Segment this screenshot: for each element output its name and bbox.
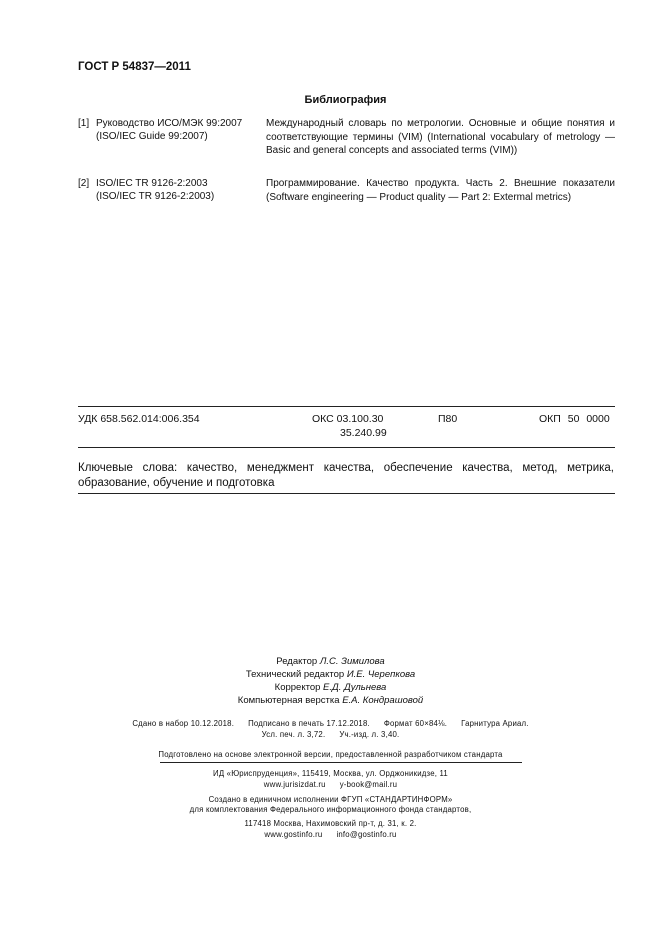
rule-middle <box>78 447 615 448</box>
imprint-sheets-line: Усл. печ. л. 3,72. Уч.-изд. л. 3,40. <box>261 730 400 739</box>
standard-id: ГОСТ Р 54837—2011 <box>78 61 191 73</box>
p-code: П80 <box>438 413 458 425</box>
bib-entry-2-number: [2] <box>78 178 90 189</box>
imprint-prepared: Подготовлено на основе электронной версии, предоставленной разработчиком стандарта <box>158 750 503 759</box>
imprint-created-1: Создано в единичном исполнении ФГУП «СТАНДАРТИНФОРМ» <box>208 795 453 804</box>
keywords: Ключевые слова: качество, менеджмент качества, обеспечение качества, метод, метрика, образование, обучение и подготовка <box>78 462 614 489</box>
imprint-publisher: ИД «Юриспруденция», 115419, Москва, ул. Орджоникидзе, 11 <box>213 769 448 778</box>
imprint-print-line: Сдано в набор 10.12.2018. Подписано в печать 17.12.2018. Формат 60×84⅛. Гарнитура Ариал. <box>132 719 529 728</box>
bib-entry-2-source-line1: ISO/IEC TR 9126-2:2003 <box>96 178 208 189</box>
imprint-publisher-contacts: www.jurisizdat.ru y-book@mail.ru <box>263 780 398 789</box>
rule-bottom <box>78 493 615 494</box>
oks-code-1: ОКС 03.100.30 <box>312 413 384 425</box>
okp-code: ОКП 50 0000 <box>539 413 610 425</box>
imprint-address: 117418 Москва, Нахимовский пр-т, д. 31, к. 2. <box>244 819 417 828</box>
bib-entry-1-source <box>96 118 266 143</box>
imprint-created-2: для комплектования Федерального информационного фонда стандартов, <box>189 805 472 814</box>
credits <box>0 655 661 707</box>
bib-entry-1-description: Международный словарь по метрологии. Основные и общие понятия и соответствующие термины (VIM) (International vocabulary of metrology — Basic and general concepts and associated terms (VIM)) <box>266 118 615 156</box>
udk-code: УДК 658.562.014:006.354 <box>78 413 200 425</box>
bib-entry-2-source <box>96 178 266 203</box>
oks-code-2: 35.240.99 <box>340 427 387 439</box>
credit-tech-editor: Технический редактор И.Е. Черепкова <box>245 669 416 680</box>
bib-entry-2-description: Программирование. Качество продукта. Часть 2. Внешние показатели (Software engineering — Product quality — Part 2: Extermal metrics) <box>266 178 615 203</box>
imprint-contacts: www.gostinfo.ru info@gostinfo.ru <box>264 830 397 839</box>
rule-top <box>78 406 615 407</box>
credit-corrector: Корректор Е.Д. Дульнева <box>274 682 387 693</box>
bib-entry-2-source-line2: (ISO/IEC TR 9126-2:2003) <box>96 190 215 202</box>
bib-entry-1-source-line2: (ISO/IEC Guide 99:2007) <box>96 130 208 142</box>
bibliography-title: Библиография <box>304 94 387 106</box>
credit-editor: Редактор Л.С. Зимилова <box>276 656 385 667</box>
bib-entry-1-number: [1] <box>78 118 90 129</box>
imprint-rule <box>160 762 522 763</box>
bib-entry-1-source-line1: Руководство ИСО/МЭК 99:2007 <box>96 118 243 129</box>
credit-layout: Компьютерная верстка Е.А. Кондрашовой <box>237 695 424 706</box>
